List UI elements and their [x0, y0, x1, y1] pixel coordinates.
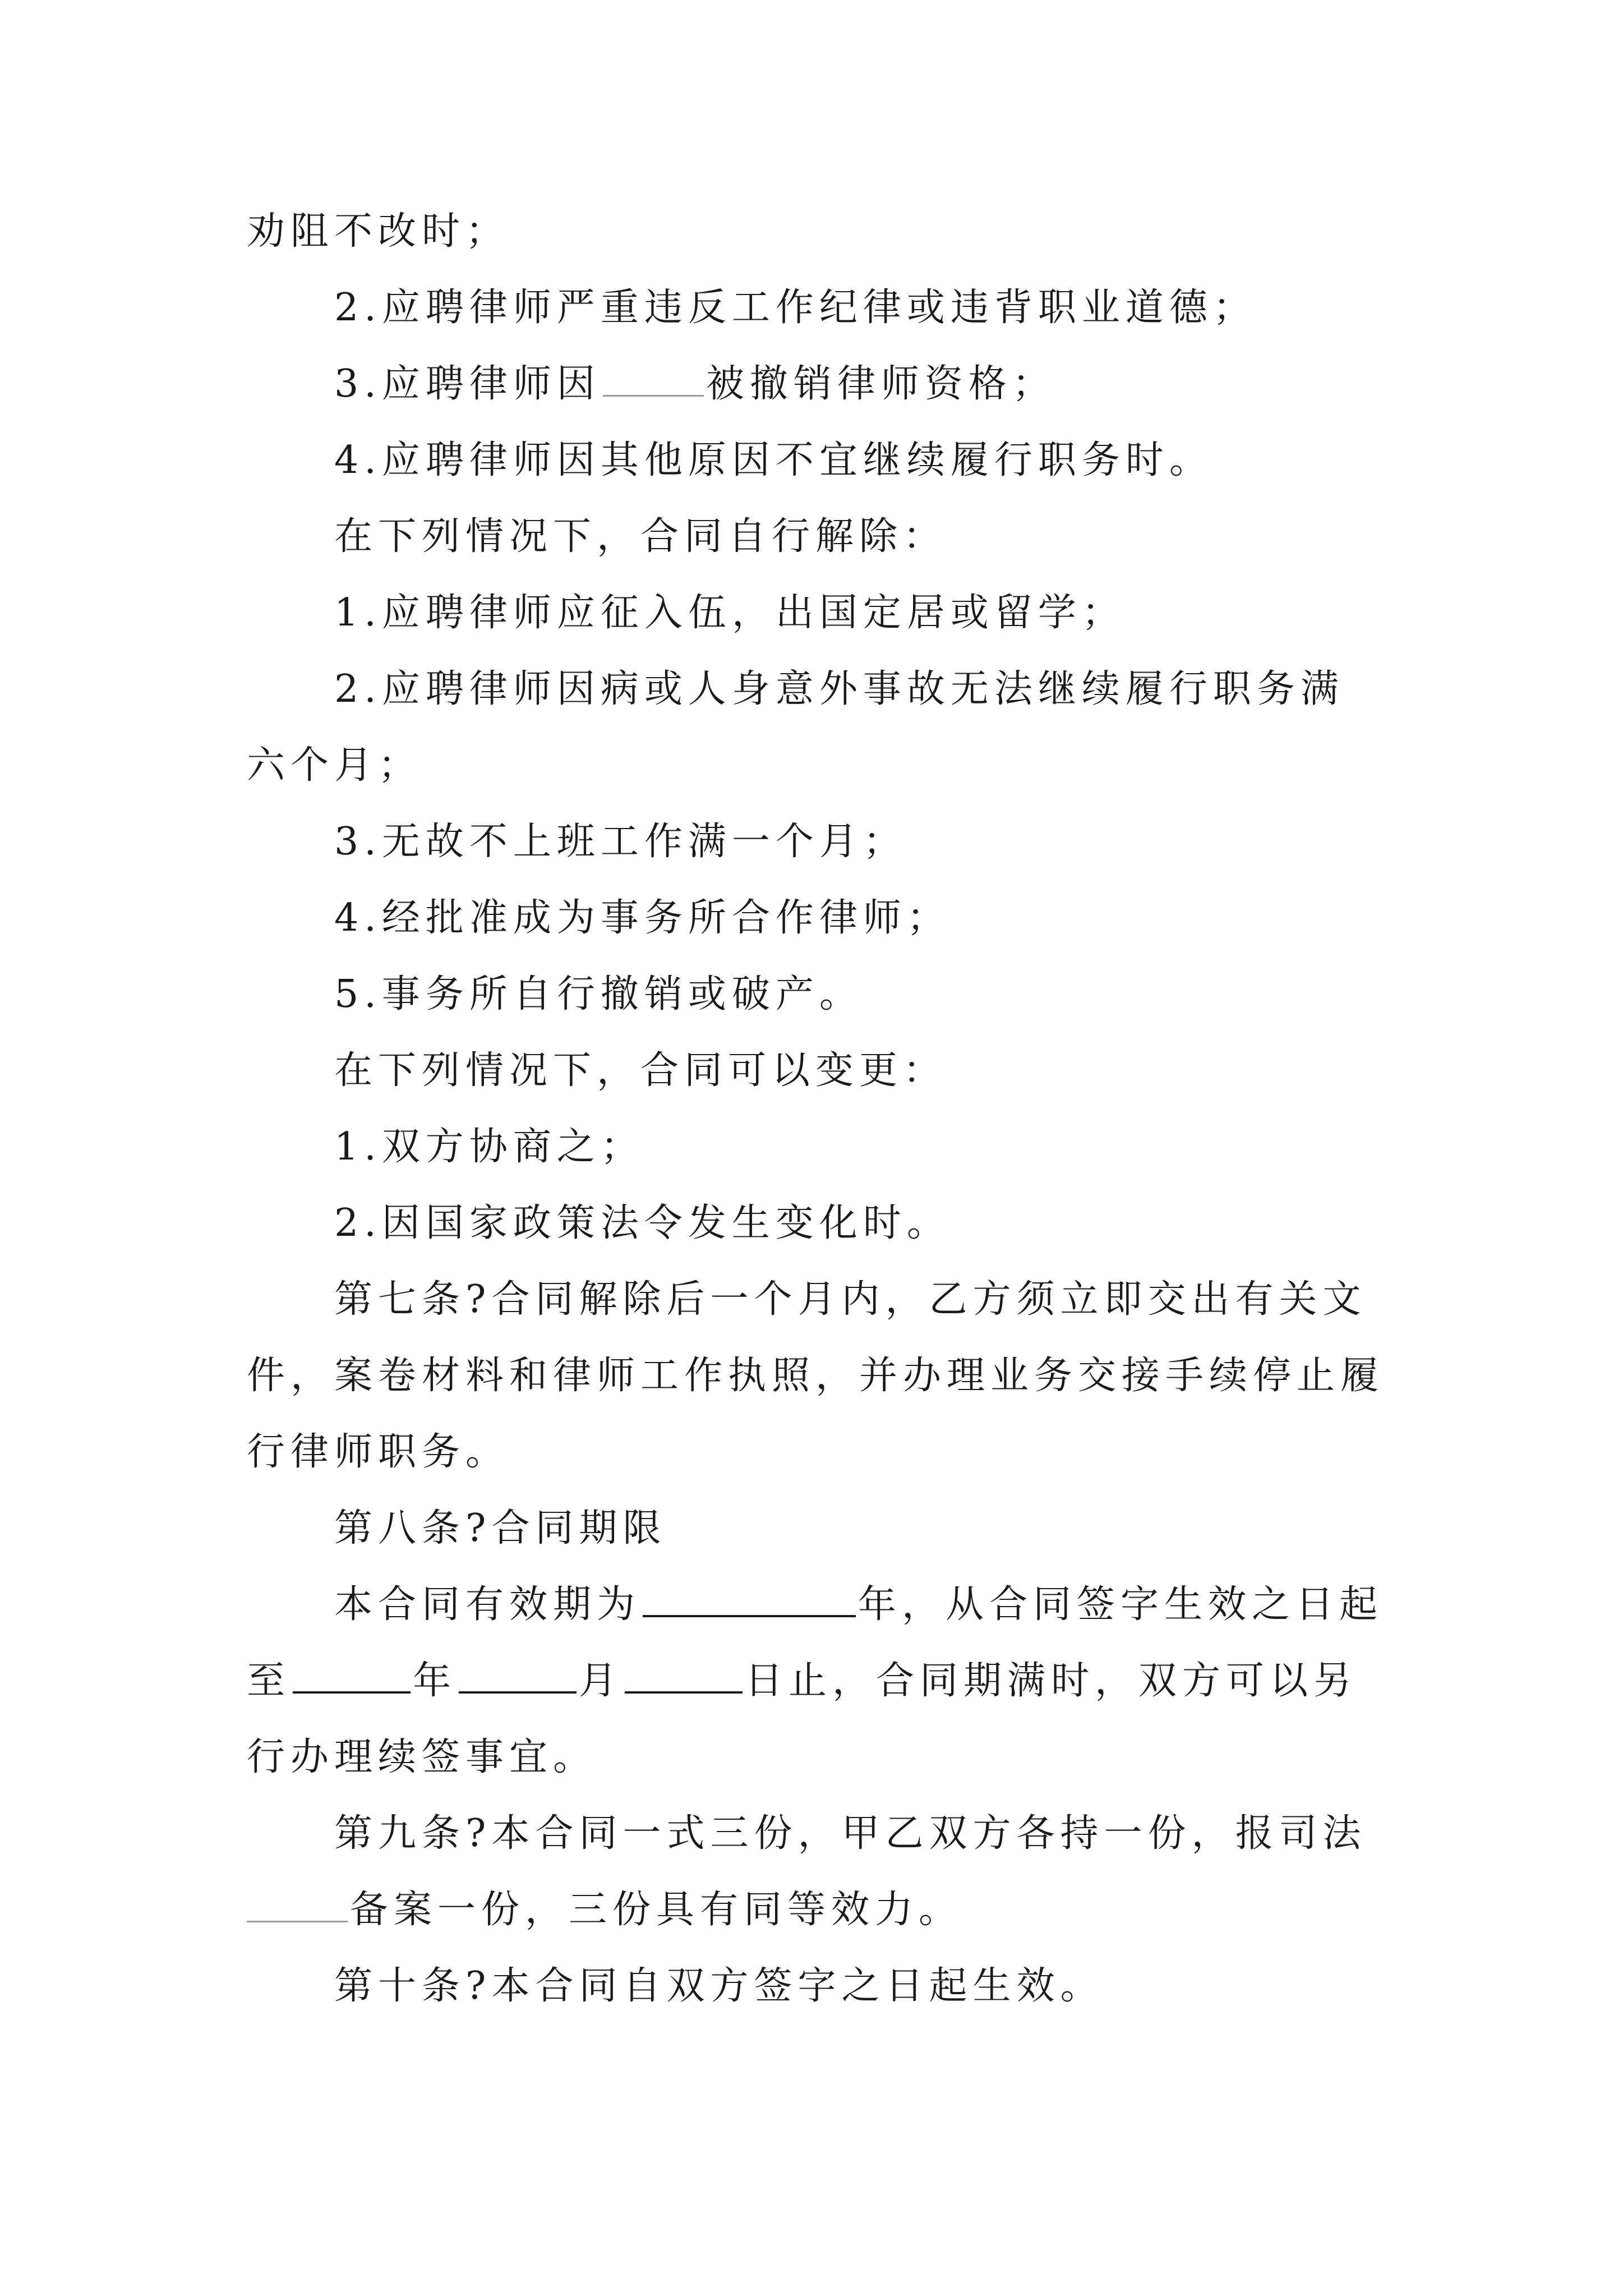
paragraph-line — [247, 1872, 1391, 1948]
paragraph-line: 六个月； — [247, 743, 422, 788]
paragraph-line: 在下列情况下，合同自行解除： — [334, 514, 947, 559]
paragraph-line: 行办理续签事宜。 — [247, 1735, 597, 1779]
list-item: 3.无故不上班工作满一个月； — [334, 820, 907, 864]
document-body — [247, 194, 1391, 2024]
list-item-text: 被撤销律师资格； — [706, 362, 1056, 406]
article-line: 第十条?本合同自双方签字之日起生效。 — [334, 1964, 1104, 2008]
blank-field — [643, 1578, 856, 1617]
blank-field — [603, 358, 704, 397]
article-line: 第九条?本合同一式三份，甲乙双方各持一份，报司法 — [334, 1811, 1367, 1856]
paragraph-line: 劝阻不改时； — [247, 209, 510, 254]
paragraph-line: 行律师职务。 — [247, 1430, 510, 1474]
list-item — [247, 346, 1391, 422]
list-item: 2.因国家政策法令发生变化时。 — [334, 1201, 951, 1245]
paragraph-text: 月 — [579, 1659, 623, 1703]
paragraph-line: 在下列情况下，合同可以变更： — [334, 1048, 947, 1093]
paragraph-line — [247, 1643, 1391, 1719]
list-item: 4.经批准成为事务所合作律师； — [334, 896, 951, 940]
list-item: 2.应聘律师严重违反工作纪律或违背职业道德； — [334, 286, 1257, 330]
article-line: 第七条?合同解除后一个月内，乙方须立即交出有关文 — [334, 1277, 1367, 1322]
blank-field — [459, 1654, 577, 1694]
paragraph-line: 件，案卷材料和律师工作执照，并办理业务交接手续停止履 — [247, 1354, 1385, 1398]
list-item: 4.应聘律师因其他原因不宜继续履行职务时。 — [334, 438, 1213, 482]
list-item: 1.双方协商之； — [334, 1125, 644, 1169]
list-item: 5.事务所自行撤销或破产。 — [334, 972, 863, 1016]
paragraph-text: 年，从合同签字生效之日起 — [858, 1582, 1384, 1627]
paragraph-text: 日止，合同期满时，双方可以另 — [745, 1659, 1358, 1703]
blank-field — [625, 1654, 743, 1694]
list-item: 2.应聘律师因病或人身意外事故无法继续履行职务满 — [334, 667, 1344, 711]
article-line: 第八条?合同期限 — [334, 1506, 667, 1550]
paragraph-text: 至 — [247, 1659, 291, 1703]
paragraph-line — [247, 1567, 1391, 1643]
paragraph-text: 本合同有效期为 — [334, 1582, 641, 1627]
paragraph-text: 年 — [413, 1659, 457, 1703]
blank-field — [247, 1884, 348, 1922]
list-item: 1.应聘律师应征入伍，出国定居或留学； — [334, 591, 1126, 635]
blank-field — [293, 1654, 411, 1694]
list-item-text: 3.应聘律师因 — [334, 362, 601, 406]
paragraph-text: 备案一份，三份具有同等效力。 — [350, 1888, 963, 1932]
